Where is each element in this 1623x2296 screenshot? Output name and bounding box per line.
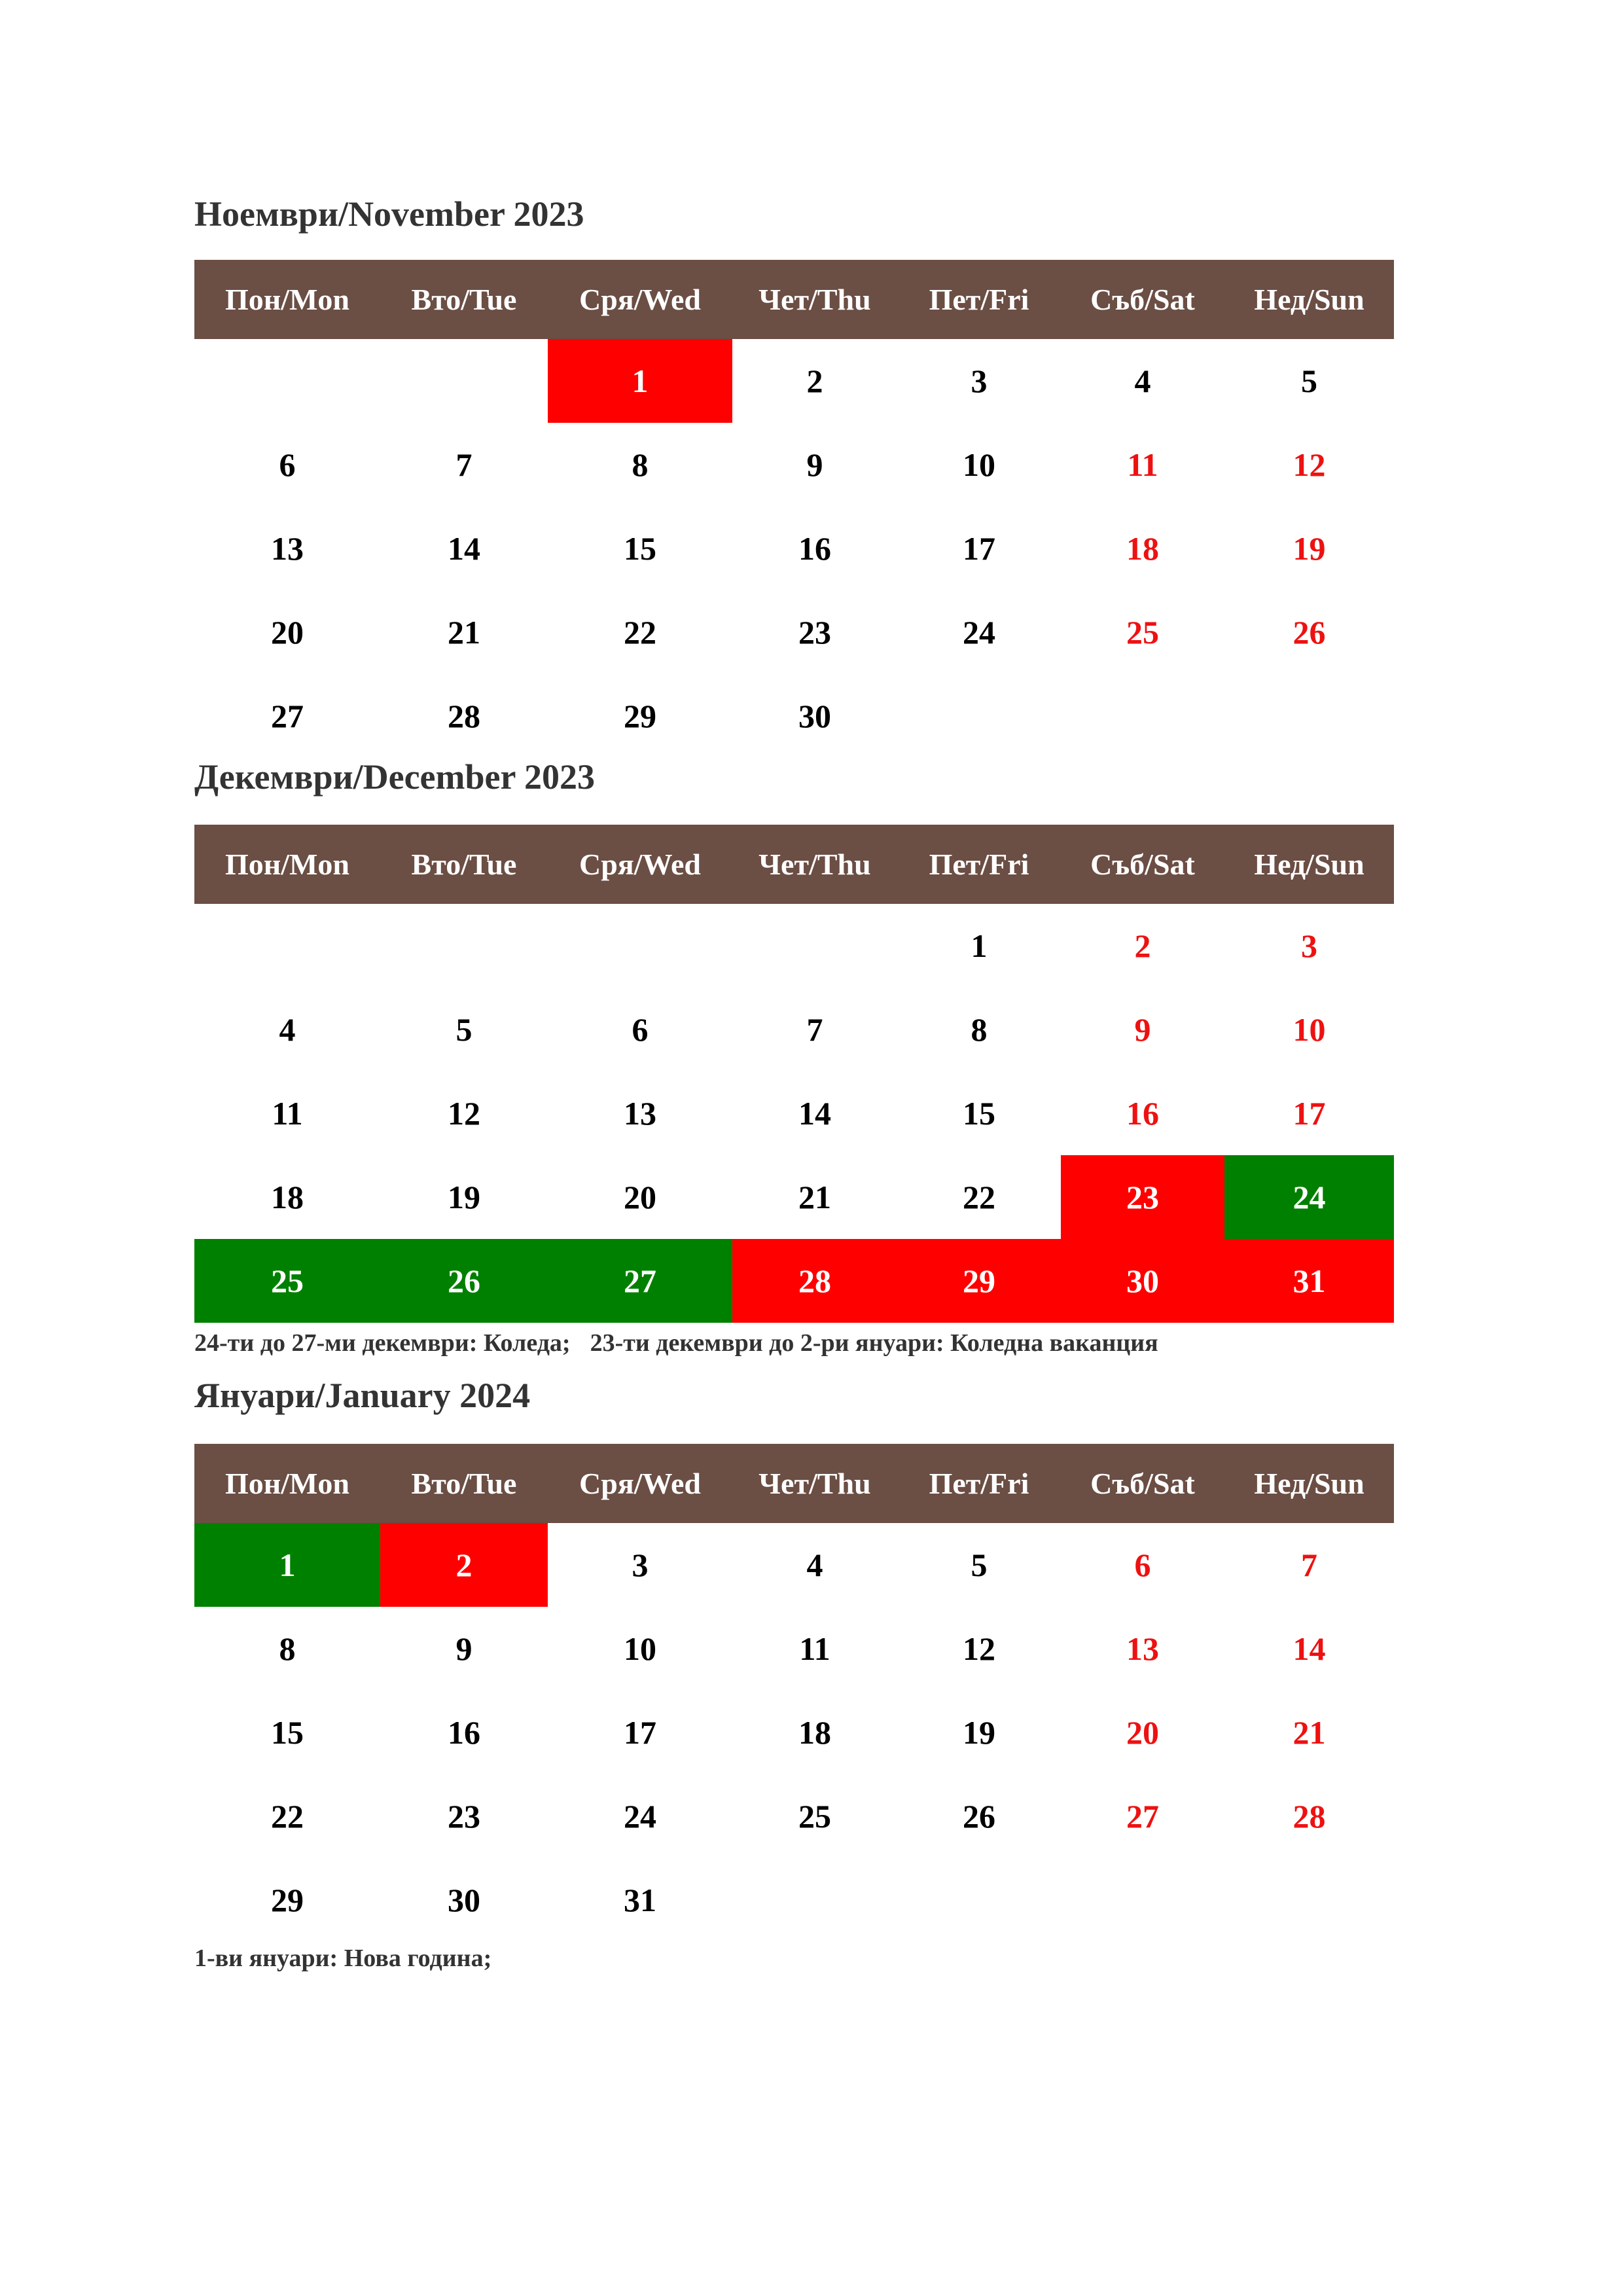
day-cell: 20 — [271, 614, 304, 651]
day-cell: 2 — [806, 363, 823, 399]
day-cell: 25 — [194, 1239, 380, 1323]
week-row — [194, 590, 1394, 674]
day-cell: 10 — [1293, 1011, 1326, 1048]
weekday-header-7: Нед/Sun — [1224, 825, 1394, 904]
day-cell: 12 — [448, 1095, 480, 1132]
day-cell: 31 — [1224, 1239, 1394, 1323]
weekday-header-1: Пон/Mon — [194, 1444, 380, 1523]
day-cell: 11 — [1127, 446, 1158, 483]
day-cell: 18 — [1126, 530, 1159, 567]
month-title-november: Ноември/November 2023 — [194, 194, 584, 234]
calendar-november — [194, 260, 1394, 758]
weekday-header-6: Съб/Sat — [1061, 1444, 1224, 1523]
day-cell: 21 — [1293, 1714, 1326, 1751]
day-cell: 15 — [624, 530, 656, 567]
day-cell: 13 — [1126, 1630, 1159, 1667]
weekday-header-3: Сря/Wed — [548, 1444, 732, 1523]
day-cell: 25 — [1126, 614, 1159, 651]
day-cell: 30 — [1061, 1239, 1224, 1323]
day-cell: 14 — [798, 1095, 831, 1132]
day-cell: 9 — [455, 1630, 473, 1667]
day-cell: 22 — [963, 1179, 995, 1215]
day-cell: 21 — [798, 1179, 831, 1215]
empty-day-cell — [1061, 1858, 1224, 1942]
weekday-header-7: Нед/Sun — [1224, 1444, 1394, 1523]
weekday-header-5: Пет/Fri — [897, 1444, 1061, 1523]
day-cell: 23 — [448, 1798, 480, 1835]
day-cell: 19 — [1293, 530, 1326, 567]
day-cell: 29 — [624, 698, 656, 734]
empty-day-cell — [380, 339, 548, 423]
week-row — [194, 904, 1394, 988]
day-cell: 9 — [806, 446, 823, 483]
day-cell: 28 — [732, 1239, 897, 1323]
day-cell: 18 — [798, 1714, 831, 1751]
day-cell: 3 — [971, 363, 988, 399]
day-cell: 7 — [806, 1011, 823, 1048]
day-cell: 1 — [971, 927, 988, 964]
empty-day-cell — [732, 904, 897, 988]
day-cell: 27 — [271, 698, 304, 734]
day-cell: 7 — [455, 446, 473, 483]
day-cell: 24 — [624, 1798, 656, 1835]
empty-day-cell — [1224, 674, 1394, 758]
week-row — [194, 1155, 1394, 1239]
day-cell: 8 — [279, 1630, 296, 1667]
week-row — [194, 1071, 1394, 1155]
day-cell: 12 — [963, 1630, 995, 1667]
empty-day-cell — [380, 904, 548, 988]
day-cell: 7 — [1301, 1547, 1317, 1583]
week-row — [194, 1691, 1394, 1774]
empty-day-cell — [1061, 674, 1224, 758]
day-cell: 3 — [632, 1547, 649, 1583]
day-cell: 6 — [1134, 1547, 1151, 1583]
day-cell: 5 — [971, 1547, 988, 1583]
empty-day-cell — [732, 1858, 897, 1942]
weekday-header-row — [194, 1444, 1394, 1523]
day-cell: 26 — [1293, 614, 1326, 651]
day-cell: 14 — [1293, 1630, 1326, 1667]
day-cell: 2 — [380, 1523, 548, 1607]
calendar-january — [194, 1444, 1394, 1942]
day-cell: 16 — [1126, 1095, 1159, 1132]
day-cell: 2 — [1134, 927, 1151, 964]
weekday-header-row — [194, 260, 1394, 339]
calendar-december — [194, 825, 1394, 1323]
day-cell: 16 — [798, 530, 831, 567]
day-cell: 11 — [272, 1095, 303, 1132]
day-cell: 9 — [1134, 1011, 1151, 1048]
day-cell: 22 — [624, 614, 656, 651]
week-row — [194, 1239, 1394, 1323]
day-cell: 15 — [963, 1095, 995, 1132]
week-row — [194, 1858, 1394, 1942]
note-christmas: 24-ти до 27-ми декември: Коледа; — [194, 1329, 571, 1357]
day-cell: 6 — [632, 1011, 649, 1048]
month-title-december: Декември/December 2023 — [194, 757, 595, 797]
weekday-header-row — [194, 825, 1394, 904]
day-cell: 15 — [271, 1714, 304, 1751]
week-row — [194, 1774, 1394, 1858]
empty-day-cell — [897, 1858, 1061, 1942]
weekday-header-5: Пет/Fri — [897, 825, 1061, 904]
weekday-header-4: Чет/Thu — [732, 825, 897, 904]
day-cell: 4 — [806, 1547, 823, 1583]
week-row — [194, 1607, 1394, 1691]
holiday-note-january — [194, 1946, 491, 1971]
day-cell: 29 — [897, 1239, 1061, 1323]
weekday-header-6: Съб/Sat — [1061, 260, 1224, 339]
day-cell: 13 — [624, 1095, 656, 1132]
day-cell: 29 — [271, 1882, 304, 1918]
day-cell: 27 — [1126, 1798, 1159, 1835]
empty-day-cell — [548, 904, 732, 988]
day-cell: 25 — [798, 1798, 831, 1835]
day-cell: 30 — [448, 1882, 480, 1918]
day-cell: 4 — [279, 1011, 296, 1048]
day-cell: 17 — [963, 530, 995, 567]
day-cell: 3 — [1301, 927, 1317, 964]
week-row — [194, 423, 1394, 507]
weekday-header-6: Съб/Sat — [1061, 825, 1224, 904]
week-row — [194, 674, 1394, 758]
day-cell: 20 — [624, 1179, 656, 1215]
day-cell: 14 — [448, 530, 480, 567]
day-cell: 5 — [1301, 363, 1317, 399]
day-cell: 24 — [1224, 1155, 1394, 1239]
day-cell: 30 — [798, 698, 831, 734]
note-christmas-vacation: 23-ти декември до 2-ри януари: Коледна ваканция — [590, 1329, 1158, 1357]
weekday-header-1: Пон/Mon — [194, 260, 380, 339]
day-cell: 31 — [624, 1882, 656, 1918]
day-cell: 26 — [963, 1798, 995, 1835]
week-row — [194, 507, 1394, 590]
weekday-header-4: Чет/Thu — [732, 260, 897, 339]
weekday-header-2: Вто/Tue — [380, 825, 548, 904]
weekday-header-3: Сря/Wed — [548, 260, 732, 339]
day-cell: 17 — [1293, 1095, 1326, 1132]
day-cell: 10 — [963, 446, 995, 483]
weekday-header-2: Вто/Tue — [380, 1444, 548, 1523]
month-title-january: Януари/January 2024 — [194, 1376, 531, 1415]
day-cell: 17 — [624, 1714, 656, 1751]
weekday-header-5: Пет/Fri — [897, 260, 1061, 339]
empty-day-cell — [194, 904, 380, 988]
day-cell: 11 — [799, 1630, 830, 1667]
week-row — [194, 988, 1394, 1071]
day-cell: 1 — [194, 1523, 380, 1607]
weekday-header-2: Вто/Tue — [380, 260, 548, 339]
weekday-header-1: Пон/Mon — [194, 825, 380, 904]
day-cell: 28 — [1293, 1798, 1326, 1835]
day-cell: 23 — [1061, 1155, 1224, 1239]
day-cell: 28 — [448, 698, 480, 734]
day-cell: 1 — [548, 339, 732, 423]
day-cell: 23 — [798, 614, 831, 651]
weekday-header-7: Нед/Sun — [1224, 260, 1394, 339]
day-cell: 8 — [971, 1011, 988, 1048]
day-cell: 21 — [448, 614, 480, 651]
day-cell: 6 — [279, 446, 296, 483]
day-cell: 8 — [632, 446, 649, 483]
day-cell: 19 — [448, 1179, 480, 1215]
day-cell: 13 — [271, 530, 304, 567]
day-cell: 12 — [1293, 446, 1326, 483]
day-cell: 26 — [380, 1239, 548, 1323]
week-row — [194, 1523, 1394, 1607]
day-cell: 18 — [271, 1179, 304, 1215]
day-cell: 10 — [624, 1630, 656, 1667]
day-cell: 16 — [448, 1714, 480, 1751]
day-cell: 24 — [963, 614, 995, 651]
day-cell: 4 — [1134, 363, 1151, 399]
day-cell: 5 — [455, 1011, 473, 1048]
weekday-header-3: Сря/Wed — [548, 825, 732, 904]
empty-day-cell — [1224, 1858, 1394, 1942]
week-row — [194, 339, 1394, 423]
day-cell: 19 — [963, 1714, 995, 1751]
empty-day-cell — [897, 674, 1061, 758]
day-cell: 22 — [271, 1798, 304, 1835]
day-cell: 20 — [1126, 1714, 1159, 1751]
note-new-year: 1-ви януари: Нова година; — [194, 1945, 492, 1972]
holiday-note-december — [194, 1331, 1158, 1355]
weekday-header-4: Чет/Thu — [732, 1444, 897, 1523]
day-cell: 27 — [548, 1239, 732, 1323]
empty-day-cell — [194, 339, 380, 423]
